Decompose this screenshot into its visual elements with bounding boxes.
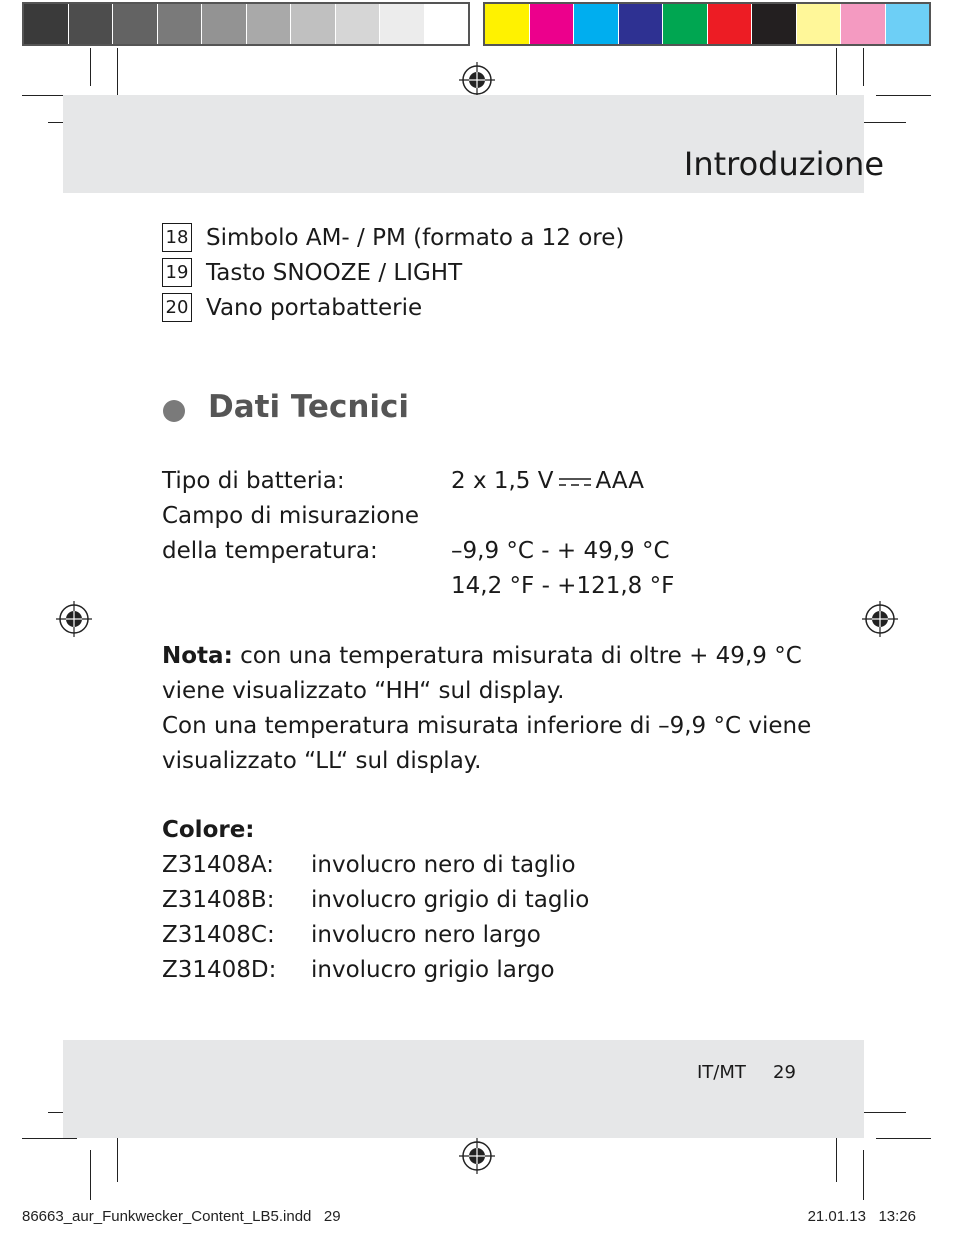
model-code: Z31408A: <box>162 852 275 878</box>
note-line-4: visualizzato “LL“ sul display. <box>162 748 482 774</box>
color-swatch <box>663 4 708 44</box>
color-swatch <box>530 4 575 44</box>
color-swatch <box>752 4 797 44</box>
color-swatch <box>202 4 247 44</box>
range-value-fahrenheit: 14,2 °F - +121,8 °F <box>451 573 675 599</box>
color-swatch <box>336 4 381 44</box>
colore-label: Colore: <box>162 817 255 843</box>
color-swatch <box>380 4 425 44</box>
note-line-3: Con una temperatura misurata inferiore di –9,9 °C viene <box>162 713 812 739</box>
battery-label: Tipo di batteria: <box>162 468 345 494</box>
model-code: Z31408B: <box>162 887 275 913</box>
range-label-line1: Campo di misurazione <box>162 503 420 529</box>
note-line-2: viene visualizzato “HH“ sul display. <box>162 678 565 704</box>
model-description: involucro nero di taglio <box>311 852 576 878</box>
color-swatch <box>841 4 886 44</box>
page-number: 29 <box>773 1062 796 1083</box>
color-swatch <box>158 4 203 44</box>
crop-mark <box>22 1138 77 1139</box>
range-value-celsius: –9,9 °C - + 49,9 °C <box>451 538 670 564</box>
crop-mark <box>90 48 91 86</box>
color-swatch <box>619 4 664 44</box>
legend-label: Vano portabatterie <box>206 294 423 321</box>
crop-mark <box>863 48 864 86</box>
legend-item <box>162 223 624 252</box>
footer-band <box>63 1040 864 1138</box>
crop-mark <box>863 1150 864 1200</box>
color-swatch <box>485 4 530 44</box>
color-swatch <box>425 4 469 44</box>
slug-date: 21.01.13 13:26 <box>807 1208 916 1225</box>
battery-type: AAA <box>595 468 644 494</box>
legend-number: 19 <box>162 258 192 287</box>
crop-mark <box>876 95 931 96</box>
battery-voltage: 2 x 1,5 V <box>451 468 554 494</box>
model-code: Z31408D: <box>162 957 277 983</box>
color-swatch <box>24 4 69 44</box>
process-color-bar <box>483 2 931 46</box>
model-description: involucro grigio largo <box>311 957 555 983</box>
registration-mark-icon <box>459 1138 495 1174</box>
registration-mark-icon <box>862 601 898 637</box>
model-description: involucro nero largo <box>311 922 541 948</box>
bullet-icon <box>163 400 185 422</box>
crop-mark <box>836 1132 837 1182</box>
crop-mark <box>876 1138 931 1139</box>
legend-label: Tasto SNOOZE / LIGHT <box>206 259 463 286</box>
registration-mark-icon <box>459 62 495 98</box>
note-line-1 <box>162 643 802 669</box>
legend-label: Simbolo AM- / PM (formato a 12 ore) <box>206 224 625 251</box>
color-swatch <box>291 4 336 44</box>
gray-color-bar <box>22 2 470 46</box>
note-label: Nota: <box>162 643 233 669</box>
legend-item <box>162 293 422 322</box>
color-swatch <box>797 4 842 44</box>
legend-item <box>162 258 462 287</box>
battery-value <box>451 468 644 494</box>
legend-number: 18 <box>162 223 192 252</box>
dc-symbol-icon <box>558 475 592 489</box>
color-swatch <box>113 4 158 44</box>
color-swatch <box>886 4 930 44</box>
color-swatch <box>708 4 753 44</box>
crop-mark <box>90 1150 91 1200</box>
legend-number: 20 <box>162 293 192 322</box>
model-description: involucro grigio di taglio <box>311 887 590 913</box>
footer-language: IT/MT <box>697 1062 746 1083</box>
section-title: Dati Tecnici <box>208 389 410 425</box>
note-text: con una temperatura misurata di oltre + 49,9 °C <box>240 643 802 669</box>
color-swatch <box>574 4 619 44</box>
color-swatch <box>69 4 114 44</box>
registration-mark-icon <box>56 601 92 637</box>
model-code: Z31408C: <box>162 922 275 948</box>
page-title: Introduzione <box>683 145 884 183</box>
color-swatch <box>247 4 292 44</box>
range-label-line2: della temperatura: <box>162 538 378 564</box>
slug-filename: 86663_aur_Funkwecker_Content_LB5.indd 29 <box>22 1208 341 1225</box>
crop-mark <box>117 1132 118 1182</box>
